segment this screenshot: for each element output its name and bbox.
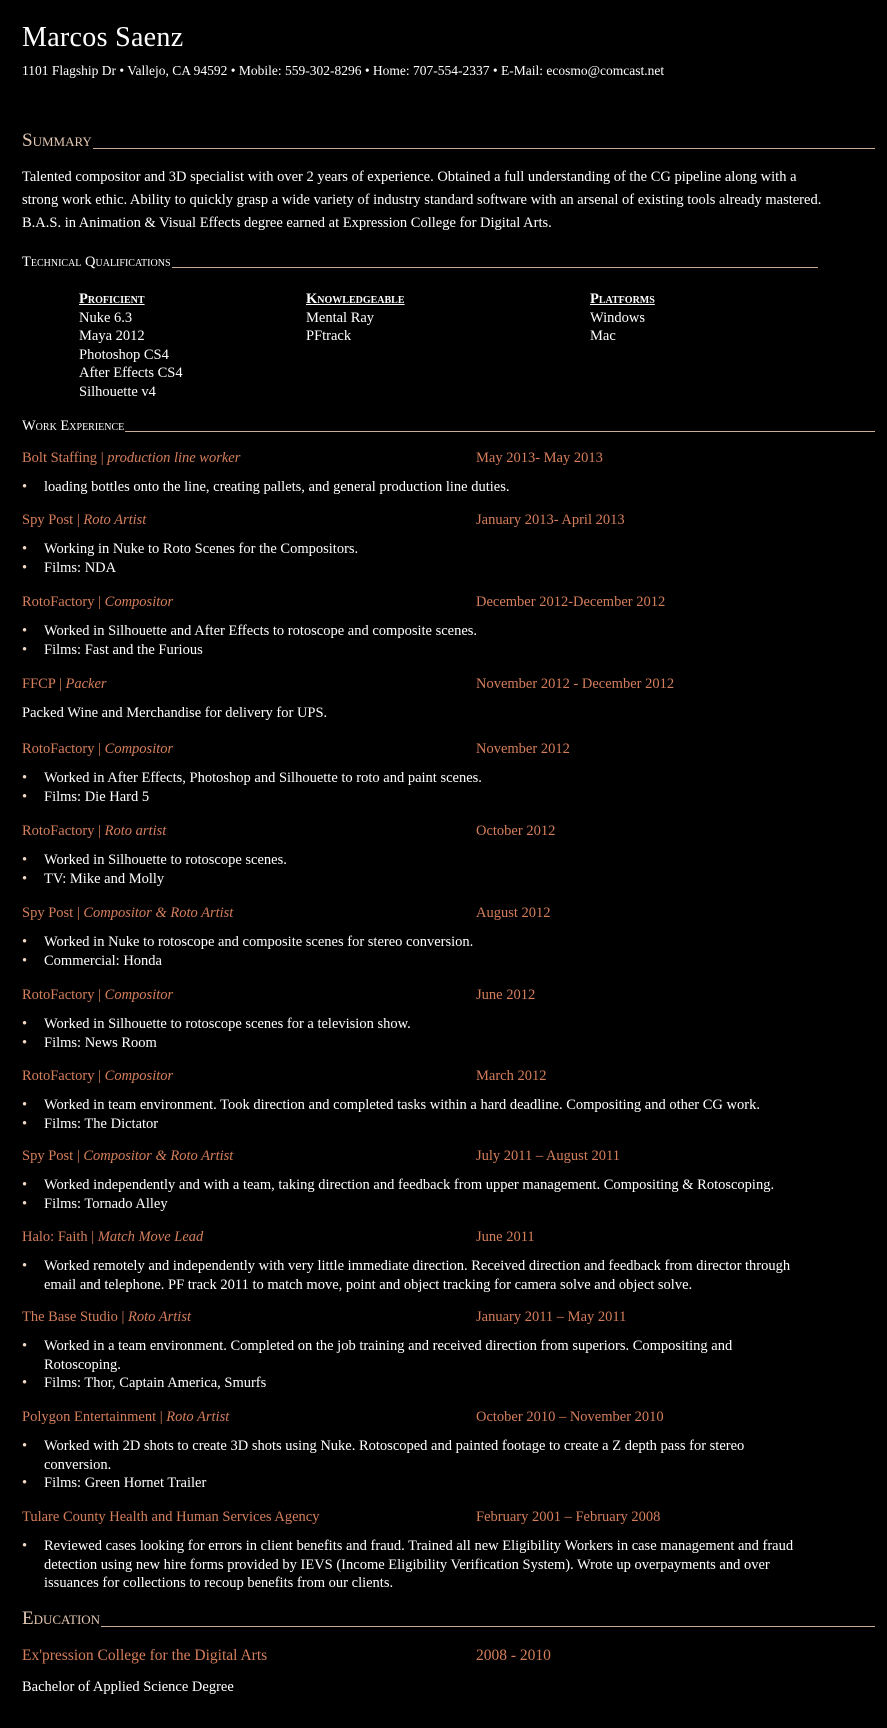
company-name: Spy Post — [22, 512, 74, 528]
list-item — [22, 1437, 875, 1474]
bullet-line: • loading bottles onto the line, creating pallets, and general production line duties. — [44, 479, 510, 495]
company-name: Tulare County Health and Human Services Agency — [22, 1509, 320, 1525]
bullet-line: email and telephone. PF track 2011 to match move, point and object tracking for camera solve and object solve. — [44, 1276, 693, 1293]
bullet-line: Rotoscoping. — [44, 1356, 121, 1373]
job-bullets — [22, 540, 875, 577]
bullet-line: • Films: News Room — [44, 1034, 157, 1051]
job-title — [22, 512, 146, 529]
job-role: Match Move Lead — [97, 1229, 204, 1245]
job-title — [22, 905, 233, 922]
bullet-line: • TV: Mike and Molly — [44, 870, 165, 887]
company-name: RotoFactory — [22, 741, 95, 757]
summary-heading — [22, 130, 875, 152]
job-role: Compositor — [104, 987, 174, 1003]
job-title — [22, 1229, 203, 1246]
title-separator: | — [117, 1309, 129, 1325]
list-item — [22, 540, 875, 559]
bullet-line: • Films: NDA — [44, 559, 117, 576]
job-entry — [22, 1409, 875, 1493]
job-entry — [22, 987, 875, 1052]
bullet-line: • Films: Tornado Alley — [44, 1195, 168, 1212]
job-dates: August 2012 — [476, 905, 551, 921]
company-name: Bolt Staffing — [22, 450, 98, 466]
job-role: Compositor & Roto Artist — [83, 1148, 234, 1164]
qual-item: Windows — [590, 309, 645, 326]
company-name: RotoFactory — [22, 1068, 95, 1084]
qual-column-proficient — [79, 290, 183, 401]
job-role: Compositor — [104, 1068, 174, 1084]
list-item — [22, 788, 875, 807]
company-name: The Base Studio — [22, 1309, 118, 1325]
bullet-line: • Worked in a team environment. Completed on the job training and received direction from superiors. Compositing and — [44, 1338, 733, 1354]
job-bullets — [22, 622, 875, 659]
job-description: Packed Wine and Merchandise for delivery for UPS. — [22, 705, 328, 721]
job-role: Packer — [65, 676, 107, 692]
job-bullets — [22, 851, 875, 888]
section-divider — [172, 267, 818, 268]
job-bullets — [22, 1096, 875, 1133]
job-dates: October 2012 — [476, 823, 556, 839]
qual-item: PFtrack — [306, 328, 352, 344]
bullet-line: • Worked independently and with a team, taking direction and feedback from upper management. Compositing & Rotoscoping. — [44, 1177, 775, 1193]
qual-item: Photoshop CS4 — [79, 346, 169, 363]
summary-text — [22, 166, 875, 235]
job-entry — [22, 676, 875, 723]
experience-heading — [22, 418, 875, 435]
job-entry — [22, 1068, 875, 1133]
list-item — [22, 1176, 875, 1195]
list-item — [22, 1474, 875, 1493]
list-item — [22, 1034, 875, 1053]
company-name: Halo: Faith — [22, 1229, 88, 1245]
bullet-line: • Worked in Silhouette and After Effects to rotoscope and composite scenes. — [44, 623, 478, 639]
list-item — [22, 559, 875, 578]
company-name: Spy Post — [22, 1148, 74, 1164]
job-role: Roto Artist — [83, 512, 147, 528]
company-name: RotoFactory — [22, 823, 95, 839]
job-title — [22, 1409, 229, 1426]
job-role: Compositor — [104, 594, 174, 610]
job-dates: May 2013- May 2013 — [476, 450, 603, 466]
title-separator: | — [73, 1148, 84, 1164]
bullet-line: • Films: Fast and the Furious — [44, 641, 203, 658]
job-dates: June 2012 — [476, 987, 536, 1003]
company-name: FFCP — [22, 676, 56, 692]
section-divider — [101, 1626, 875, 1627]
job-bullets — [22, 1176, 875, 1213]
job-entry — [22, 450, 875, 497]
list-item — [22, 1195, 875, 1214]
list-item — [22, 851, 875, 870]
job-role: production line worker — [107, 450, 241, 466]
qual-item: Maya 2012 — [79, 328, 145, 344]
bullet-line: detection using new hire forms provided by IEVS (Income Eligibility Verification System). Wrote up overpayments and over — [44, 1556, 770, 1573]
title-separator: | — [94, 594, 105, 610]
school-name: Ex'pression College for the Digital Arts — [22, 1647, 268, 1664]
job-role: Compositor & Roto Artist — [83, 905, 234, 921]
qual-heading: Platforms — [590, 291, 655, 307]
job-entry — [22, 905, 875, 970]
job-entry — [22, 823, 875, 888]
list-item — [22, 1096, 875, 1115]
title-separator: | — [73, 512, 84, 528]
job-dates: November 2012 - December 2012 — [476, 676, 675, 692]
bullet-line: • Worked in Nuke to rotoscope and composite scenes for stereo conversion. — [44, 934, 474, 950]
section-divider — [93, 148, 875, 149]
list-item — [22, 1257, 875, 1294]
title-separator: | — [156, 1409, 167, 1425]
bullet-line: issuances for collections to recoup benefits from our clients. — [44, 1575, 394, 1591]
list-item — [22, 1115, 875, 1134]
education-entry — [22, 1647, 875, 1697]
list-item — [22, 1374, 875, 1393]
bullet-line: • Worked in Silhouette to rotoscope scenes. — [44, 852, 287, 868]
qual-heading: Proficient — [79, 291, 145, 307]
list-item — [22, 641, 875, 660]
job-dates: July 2011 – August 2011 — [476, 1148, 620, 1164]
job-title — [22, 1509, 319, 1526]
job-bullets — [22, 1257, 875, 1294]
job-bullets — [22, 933, 875, 970]
bullet-line: • Worked in team environment. Took direction and completed tasks within a hard deadline. Compositing and other CG work. — [44, 1097, 760, 1113]
list-item — [22, 622, 875, 641]
bullet-line: • Worked remotely and independently with very little immediate direction. Received direction and feedback from director through — [44, 1258, 791, 1274]
job-dates: October 2010 – November 2010 — [476, 1409, 664, 1425]
contact-line: 1101 Flagship Dr • Vallejo, CA 94592 • Mobile: 559-302-8296 • Home: 707-554-2337 • E-Mail: ecosmo@comcast.net — [22, 63, 665, 78]
job-role: Roto Artist — [128, 1309, 191, 1325]
summary-line: strong work ethic. Ability to quickly grasp a wide variety of industry standard software with an arsenal of existing tools already mastered. — [22, 192, 822, 208]
job-bullets — [22, 1015, 875, 1052]
company-name: RotoFactory — [22, 987, 95, 1003]
job-title — [22, 987, 173, 1004]
job-entry — [22, 1148, 875, 1213]
job-bullets — [22, 1437, 875, 1493]
job-title — [22, 823, 166, 840]
bullet-line: • Working in Nuke to Roto Scenes for the Compositors. — [44, 541, 359, 557]
job-entry — [22, 594, 875, 659]
bullet-line: • Worked with 2D shots to create 3D shots using Nuke. Rotoscoped and painted footage to create a Z depth pass for stereo — [44, 1438, 745, 1454]
company-name: RotoFactory — [22, 594, 95, 610]
list-item — [22, 1337, 875, 1374]
job-role: Compositor — [104, 741, 174, 757]
job-title — [22, 450, 240, 467]
bullet-line: • Worked in Silhouette to rotoscope scenes for a television show. — [44, 1016, 411, 1032]
job-entry — [22, 512, 875, 577]
job-entry — [22, 741, 875, 806]
list-item — [22, 478, 875, 497]
title-separator: | — [94, 1068, 105, 1084]
bullet-line: • Commercial: Honda — [44, 952, 162, 969]
job-dates: February 2001 – February 2008 — [476, 1509, 661, 1525]
company-name: Spy Post — [22, 905, 74, 921]
bullet-line: conversion. — [44, 1456, 112, 1473]
job-dates: January 2011 – May 2011 — [476, 1309, 627, 1325]
education-dates: 2008 - 2010 — [476, 1647, 551, 1664]
education-heading — [22, 1608, 875, 1630]
bullet-line: • Films: Die Hard 5 — [44, 788, 150, 805]
job-role: Roto Artist — [166, 1409, 230, 1425]
job-title — [22, 1068, 173, 1085]
qualifications-heading — [22, 254, 818, 271]
education-title: Education — [22, 1608, 101, 1629]
title-separator: | — [94, 741, 105, 757]
candidate-name: Marcos Saenz — [22, 22, 184, 53]
qual-item: After Effects CS4 — [79, 365, 183, 381]
list-item — [22, 952, 875, 971]
job-bullets — [22, 478, 875, 497]
bullet-line: • Reviewed cases looking for errors in client benefits and fraud. Trained all new Eligibility Workers in case management and fraud — [44, 1538, 794, 1554]
job-bullets — [22, 1537, 875, 1593]
title-separator: | — [73, 905, 84, 921]
job-dates: January 2013- April 2013 — [476, 512, 625, 528]
bullet-line: • Films: The Dictator — [44, 1115, 159, 1132]
list-item — [22, 1015, 875, 1034]
company-name: Polygon Entertainment — [22, 1409, 157, 1425]
list-item — [22, 870, 875, 889]
job-bullets — [22, 1337, 875, 1393]
qual-heading: Knowledgeable — [306, 291, 405, 307]
job-title — [22, 676, 107, 693]
summary-line: Talented compositor and 3D specialist with over 2 years of experience. Obtained a full understanding of the CG pipeline along with a — [22, 169, 797, 185]
job-bullets — [22, 769, 875, 806]
qual-item: Mental Ray — [306, 309, 375, 326]
experience-title: Work Experience — [22, 418, 125, 434]
title-separator: | — [87, 1229, 98, 1245]
bullet-line: • Worked in After Effects, Photoshop and Silhouette to roto and paint scenes. — [44, 770, 482, 786]
qual-item: Mac — [590, 328, 616, 344]
title-separator: | — [94, 823, 105, 839]
qual-item: Nuke 6.3 — [79, 309, 133, 326]
title-separator: | — [55, 676, 66, 692]
summary-title: Summary — [22, 130, 92, 151]
job-role: Roto artist — [104, 823, 167, 839]
title-separator: | — [97, 450, 108, 466]
summary-line: B.A.S. in Animation & Visual Effects degree earned at Expression College for Digital Arts. — [22, 215, 552, 231]
job-dates: November 2012 — [476, 741, 570, 757]
section-divider — [125, 431, 875, 432]
job-entry — [22, 1309, 875, 1393]
bullet-line: • Films: Thor, Captain America, Smurfs — [44, 1375, 267, 1391]
job-dates: March 2012 — [476, 1068, 547, 1084]
job-title — [22, 1309, 191, 1326]
job-title — [22, 741, 173, 758]
job-title — [22, 594, 173, 611]
job-title — [22, 1148, 233, 1165]
job-dates: December 2012-December 2012 — [476, 594, 666, 610]
list-item — [22, 769, 875, 788]
qual-column-platforms — [590, 290, 655, 346]
job-entry — [22, 1229, 875, 1294]
qualifications-title: Technical Qualifications — [22, 254, 171, 270]
qual-item: Silhouette v4 — [79, 383, 156, 400]
qual-column-knowledgeable — [306, 290, 405, 346]
job-entry — [22, 1509, 875, 1593]
title-separator: | — [94, 987, 105, 1003]
list-item — [22, 1537, 875, 1593]
bullet-line: • Films: Green Hornet Trailer — [44, 1475, 207, 1491]
list-item — [22, 933, 875, 952]
job-dates: June 2011 — [476, 1229, 535, 1245]
degree: Bachelor of Applied Science Degree — [22, 1679, 234, 1695]
